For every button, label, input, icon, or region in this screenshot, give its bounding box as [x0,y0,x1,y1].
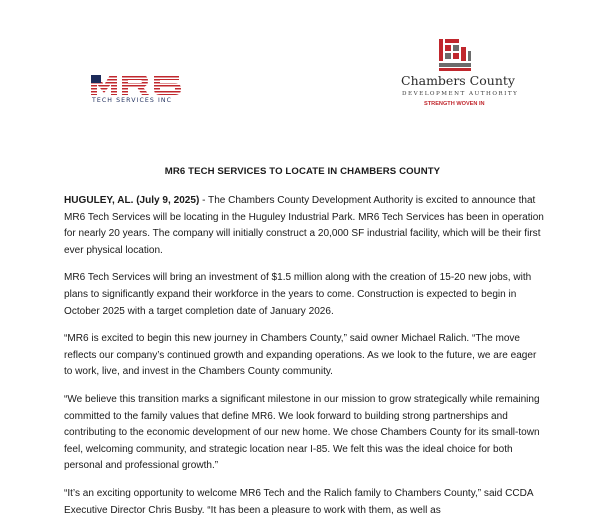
paragraph-4: “We believe this transition marks a significant milestone in our mission to grow strategically while remaining committed to the family values that define MR6. We look forward to building strong partnerships and contributing to the economic development of our new home. We chose Chambers County for its small-town feel, welcoming community, and strategic location near I-85. We felt this was the ideal choice for both personal and professional growth.” [64,393,540,472]
chambers-county-subtitle: DEVELOPMENT AUTHORITY [402,91,519,97]
chambers-county-mark-icon [438,38,472,72]
dateline: HUGULEY, AL. (July 9, 2025) [64,195,200,206]
headline: MR6 TECH SERVICES TO LOCATE IN CHAMBERS COUNTY [164,166,441,177]
paragraph-5: “It’s an exciting opportunity to welcome MR6 Tech and the Ralich family to Chambers County,” said CCDA Executive Director Chris Busby. “It has been a pleasure to work with them, as well as [64,487,534,516]
chambers-county-tagline: STRENGTH WOVEN IN [424,101,485,107]
article-body [64,193,546,530]
chambers-county-name: Chambers County [401,73,515,88]
paragraph-1-text: - The Chambers County Development Authority is excited to announce that MR6 Tech Services will be locating in the Huguley Industrial Park. MR6 Tech Services has been in operation for nearly 20 years. The company will initially construct a 20,000 SF industrial facility, which will be their first ever physical location. [64,195,544,256]
mr6-subtitle: TECH SERVICES INC [92,97,173,104]
paragraph-3: “MR6 is excited to begin this new journey in Chambers County,” said owner Michael Ralich. “The move reflects our company’s continued growth and expanding operations. As we look to the future, we are eager to work, live, and invest in the Chambers County community. [64,333,537,378]
paragraph-2: MR6 Tech Services will bring an investment of $1.5 million along with the creation of 15-20 new jobs, with plans to significantly expand their workforce in the years to come. Construction is expected to begin in October 2025 with a target completion date of January 2026. [64,272,532,317]
paragraph-1 [64,193,546,259]
